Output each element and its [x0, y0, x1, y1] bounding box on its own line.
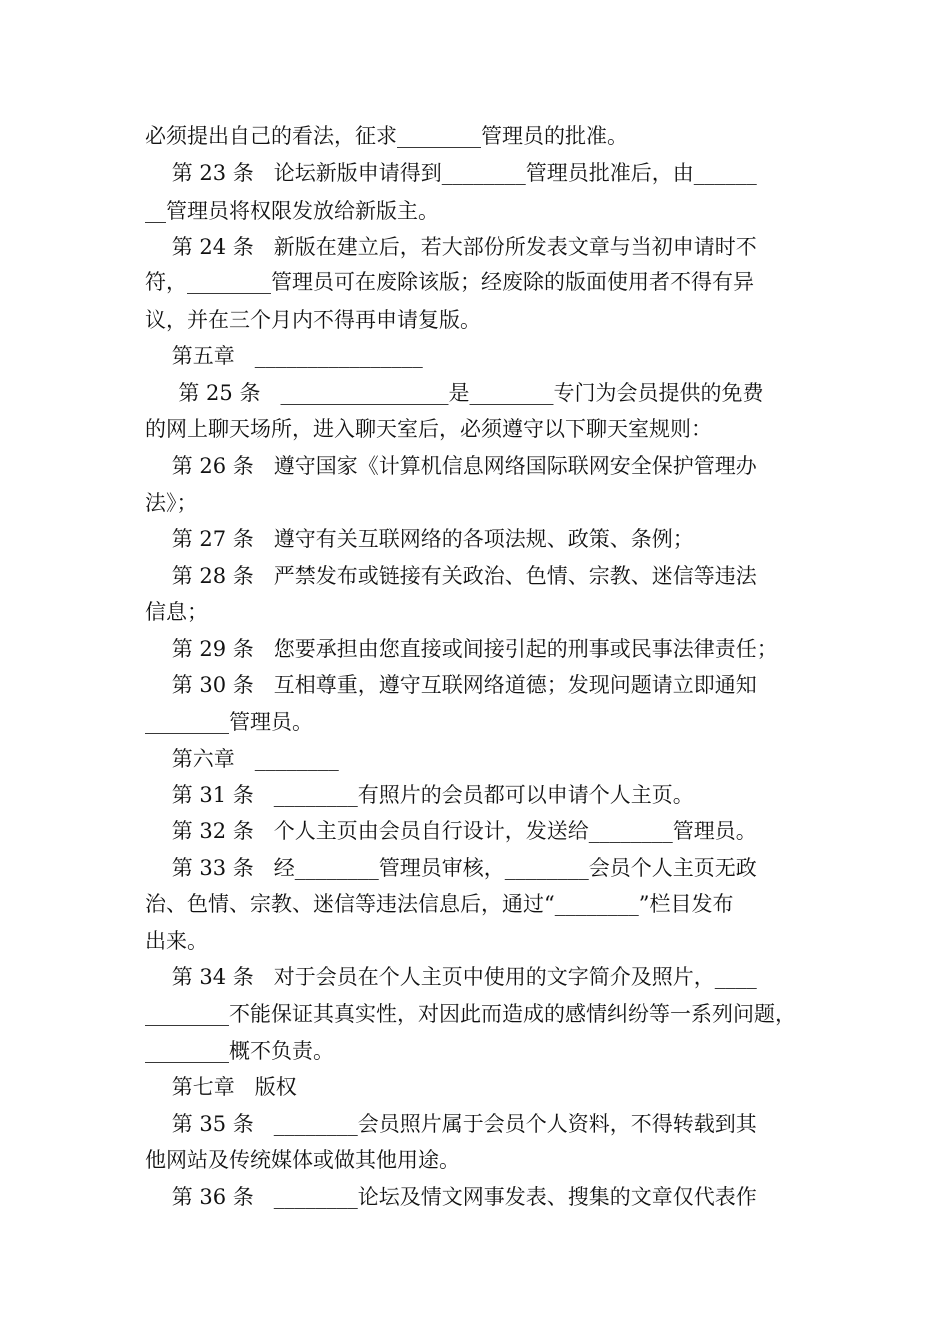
- text-line: 信息；: [145, 600, 208, 624]
- text-line: 他网站及传统媒体或做其他用途。: [145, 1148, 460, 1172]
- text-line: 第 27 条 遵守有关互联网络的各项法规、政策、条例；: [145, 527, 694, 551]
- text-line: 第 26 条 遵守国家《计算机信息网络国际联网安全保护管理办: [145, 454, 757, 478]
- text-line: 第 35 条 ________会员照片属于会员个人资料，不得转载到其: [145, 1112, 757, 1136]
- text-line: __管理员将权限发放给新版主。: [145, 199, 439, 223]
- text-line: ________概不负责。: [145, 1039, 334, 1063]
- chapter-heading: 第六章 ________: [145, 747, 339, 771]
- text-line: 第 28 条 严禁发布或链接有关政治、色情、宗教、迷信等违法: [145, 564, 757, 588]
- text-line: 第 23 条 论坛新版申请得到________管理员批准后，由______: [145, 161, 757, 185]
- text-line: 第 32 条 个人主页由会员自行设计，发送给________管理员。: [145, 819, 757, 843]
- chapter-heading: 第五章 ________________: [145, 344, 423, 368]
- text-line: 第 24 条 新版在建立后，若大部份所发表文章与当初申请时不: [145, 235, 757, 259]
- text-line: 议，并在三个月内不得再申请复版。: [145, 308, 481, 332]
- chapter-heading: 第七章 版权: [145, 1075, 297, 1099]
- text-line: 第 33 条 经________管理员审核，________会员个人主页无政: [145, 856, 757, 880]
- text-line: 第 36 条 ________论坛及情文网事发表、搜集的文章仅代表作: [145, 1185, 757, 1209]
- text-line: 出来。: [145, 929, 208, 953]
- text-line: 的网上聊天场所，进入聊天室后，必须遵守以下聊天室规则：: [145, 417, 712, 441]
- text-line: 法》；: [145, 491, 198, 515]
- text-line: 必须提出自己的看法，征求________管理员的批准。: [145, 124, 628, 148]
- text-line: ________不能保证其真实性，对因此而造成的感情纠纷等一系列问题，: [145, 1002, 796, 1026]
- text-line: 治、色情、宗教、迷信等违法信息后，通过“________”栏目发布: [145, 892, 734, 916]
- text-line: 第 34 条 对于会员在个人主页中使用的文字简介及照片，____: [145, 965, 757, 989]
- text-line: ________管理员。: [145, 710, 313, 734]
- text-line: 第 29 条 您要承担由您直接或间接引起的刑事或民事法律责任；: [145, 637, 778, 661]
- text-line: 第 25 条 ________________是________专门为会员提供的免费: [145, 381, 764, 405]
- text-line: 符，________管理员可在废除该版；经废除的版面使用者不得有异: [145, 270, 754, 294]
- text-line: 第 30 条 互相尊重，遵守互联网络道德；发现问题请立即通知: [145, 673, 757, 697]
- text-line: 第 31 条 ________有照片的会员都可以申请个人主页。: [145, 783, 694, 807]
